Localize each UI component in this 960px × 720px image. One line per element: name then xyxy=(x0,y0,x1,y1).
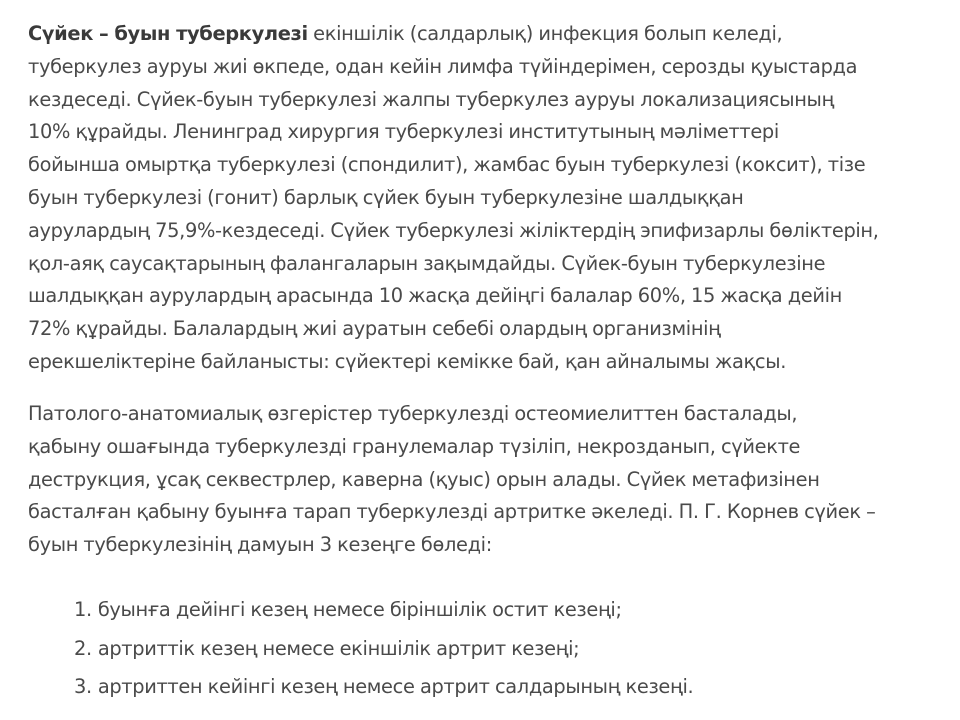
paragraph-line: шалдыққан аурулардың арасында 10 жасқа дейіңгі балалар 60%, 15 жасқа дейін xyxy=(28,284,842,308)
paragraph-line: қабыну ошағында туберкулезді гранулемалар түзіліп, некрозданып, сүйекте xyxy=(28,434,801,458)
paragraph-line: ерекшеліктеріне байланысты: сүйектері кемікке бай, қан айналымы жақсы. xyxy=(28,349,787,373)
list-item-text: буынға дейінгі кезең немесе біріншілік остит кезеңі; xyxy=(97,598,622,621)
list-item-text: артриттік кезең немесе екіншілік артрит кезеңі; xyxy=(97,636,580,660)
paragraph-line: аурулардың 75,9%-кездеседі. Сүйек туберкулезі жіліктердің эпифизарлы бөліктерін, xyxy=(28,218,879,242)
paragraph-tuberculosis-intro xyxy=(28,18,948,379)
bold-term: Сүйек – буын туберкулезі xyxy=(28,22,308,45)
paragraph-line xyxy=(28,18,948,51)
paragraph-line: буын туберкулезі (гонит) барлық сүйек буын туберкулезіне шалдыққан xyxy=(28,185,744,209)
paragraph-pathology xyxy=(28,398,876,562)
paragraph-line: буын туберкулезінің дамуын 3 кезеңге бөледі: xyxy=(28,533,492,557)
paragraph-line: Патолого-анатомиалық өзгерістер туберкулезді остеомиелиттен басталады, xyxy=(28,402,798,425)
paragraph-line: кездеседі. Сүйек-буын туберкулезі жалпы туберкулез ауруы локализациясының xyxy=(28,87,834,111)
list-item-text: артриттен кейінгі кезең немесе артрит салдарының кезеңі. xyxy=(97,675,694,698)
paragraph-line: басталған қабыну буынға тарап туберкулезді артритке әкеледі. П. Г. Корнев сүйек – xyxy=(28,500,876,524)
paragraph-line: деструкция, ұсақ секвестрлер, каверна (қуыс) орын алады. Сүйек метафизінен xyxy=(28,467,820,491)
paragraph-line: бойынша омыртқа туберкулезі (спондилит), жамбас буын туберкулезі (коксит), тізе xyxy=(28,153,866,177)
stages-list xyxy=(74,594,693,710)
paragraph-line: қол-аяқ саусақтарының фалангаларын зақымдайды. Сүйек-буын туберкулезіне xyxy=(28,251,826,275)
paragraph-line: 72% құрайды. Балалардың жиі ауратын себебі олардың организмінің xyxy=(28,317,721,341)
paragraph-line: туберкулез ауруы жиі өкпеде, одан кейін лимфа түйіндерімен, серозды қуыстарда xyxy=(28,54,858,78)
document-body xyxy=(28,18,948,698)
list-number: 1. xyxy=(74,598,92,621)
paragraph-line: 10% құрайды. Ленинград хирургия туберкулезі институтының мәліметтері xyxy=(28,120,779,144)
list-item xyxy=(74,633,693,672)
line-text: екіншілік (салдарлық) инфекция болып келеді, xyxy=(307,22,783,45)
list-item xyxy=(74,671,693,710)
list-item xyxy=(74,594,693,633)
list-number: 2. xyxy=(74,636,92,660)
list-number: 3. xyxy=(74,675,92,698)
